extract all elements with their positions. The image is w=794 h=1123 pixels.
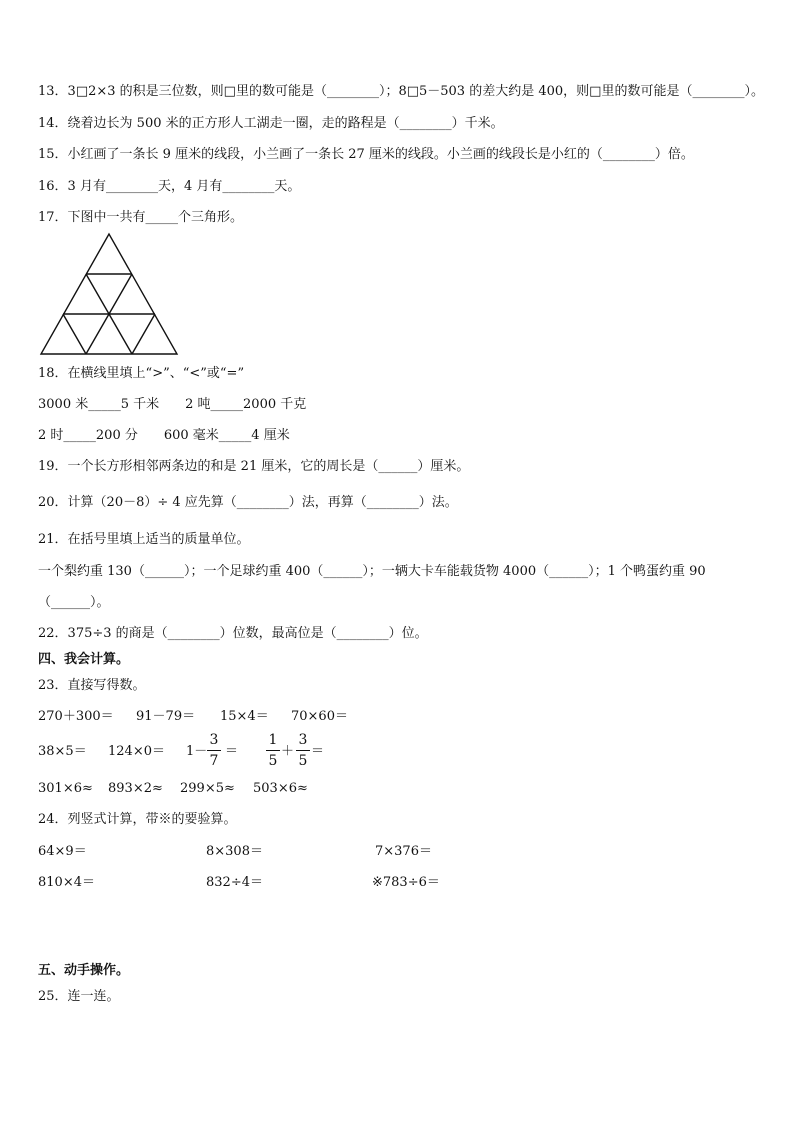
calc-item: 38×5＝ (38, 744, 87, 759)
question-18-row1: 3000 米_____5 千米 2 吨_____2000 千克 (38, 397, 307, 412)
fraction-numerator: 3 (298, 732, 308, 748)
plus-sign: ＋ (281, 744, 295, 759)
fraction-bar (266, 750, 280, 751)
question-18-stem: 18．在横线里填上“>”、“<”或“=” (38, 366, 245, 381)
fraction-numerator: 3 (209, 732, 219, 748)
triangle-figure (38, 232, 180, 356)
calc-item: 301×6≈ (38, 781, 93, 796)
question-18-row2: 2 时_____200 分 600 毫米_____4 厘米 (38, 428, 290, 443)
calc-item: 893×2≈ (108, 781, 163, 796)
question-23-stem: 23．直接写得数。 (38, 678, 146, 693)
calc-item: 8×308＝ (206, 844, 263, 859)
fraction-denominator: 7 (209, 753, 219, 769)
fraction-lead: 1－ (186, 744, 208, 759)
question-15: 15．小红画了一条长 9 厘米的线段，小兰画了一条长 27 厘米的线段。小兰画的线段长是小红的（________）倍。 (38, 147, 694, 162)
equals-sign: ＝ (225, 744, 239, 759)
question-17: 17．下图中一共有_____个三角形。 (38, 210, 244, 225)
calc-item: 7×376＝ (375, 844, 432, 859)
calc-item: 15×4＝ (220, 709, 269, 724)
question-16: 16．3 月有________天，4 月有________天。 (38, 179, 301, 194)
equals-sign: ＝ (311, 744, 325, 759)
outer-triangle (41, 234, 177, 354)
question-21-line2: （______）。 (38, 595, 110, 610)
calc-item: 270＋300＝ (38, 709, 114, 724)
question-20: 20．计算（20－8）÷ 4 应先算（________）法，再算（________）法。 (38, 495, 458, 510)
fraction-denominator: 5 (298, 753, 308, 769)
question-19: 19．一个长方形相邻两条边的和是 21 厘米，它的周长是（______）厘米。 (38, 459, 470, 474)
fraction-bar (296, 750, 310, 751)
fraction-numerator: 1 (268, 732, 278, 748)
calc-item: 70×60＝ (291, 709, 348, 724)
calc-item: 299×5≈ (180, 781, 235, 796)
diagonal-line-2 (63, 314, 86, 354)
question-24-stem: 24．列竖式计算，带※的要验算。 (38, 812, 237, 827)
fraction-denominator: 5 (268, 753, 278, 769)
question-21-line1: 一个梨约重 130（______）；一个足球约重 400（______）；一辆大卡车能载货物 4000（______）；1 个鸭蛋约重 90 (38, 564, 706, 579)
diagonal-line-4 (132, 314, 155, 354)
section-4-heading: 四、我会计算。 (38, 652, 130, 667)
calc-item: 91－79＝ (136, 709, 196, 724)
question-25: 25．连一连。 (38, 989, 120, 1004)
question-21-stem: 21．在括号里填上适当的质量单位。 (38, 532, 250, 547)
calc-item: ※783÷6＝ (372, 875, 440, 890)
fraction-bar (207, 750, 221, 751)
calc-item: 124×0＝ (108, 744, 165, 759)
calc-item: 64×9＝ (38, 844, 87, 859)
question-13: 13．3□2×3 的积是三位数，则□里的数可能是（________）；8□5－503 的差大约是 400，则□里的数可能是（________）。 (38, 84, 764, 99)
calc-item: 832÷4＝ (206, 875, 263, 890)
section-5-heading: 五、动手操作。 (38, 963, 130, 978)
question-22: 22．375÷3 的商是（________）位数，最高位是（________）位。 (38, 626, 428, 641)
question-14: 14．绕着边长为 500 米的正方形人工湖走一圈，走的路程是（________）千米。 (38, 116, 504, 131)
calc-item: 810×4＝ (38, 875, 95, 890)
calc-item: 503×6≈ (253, 781, 308, 796)
